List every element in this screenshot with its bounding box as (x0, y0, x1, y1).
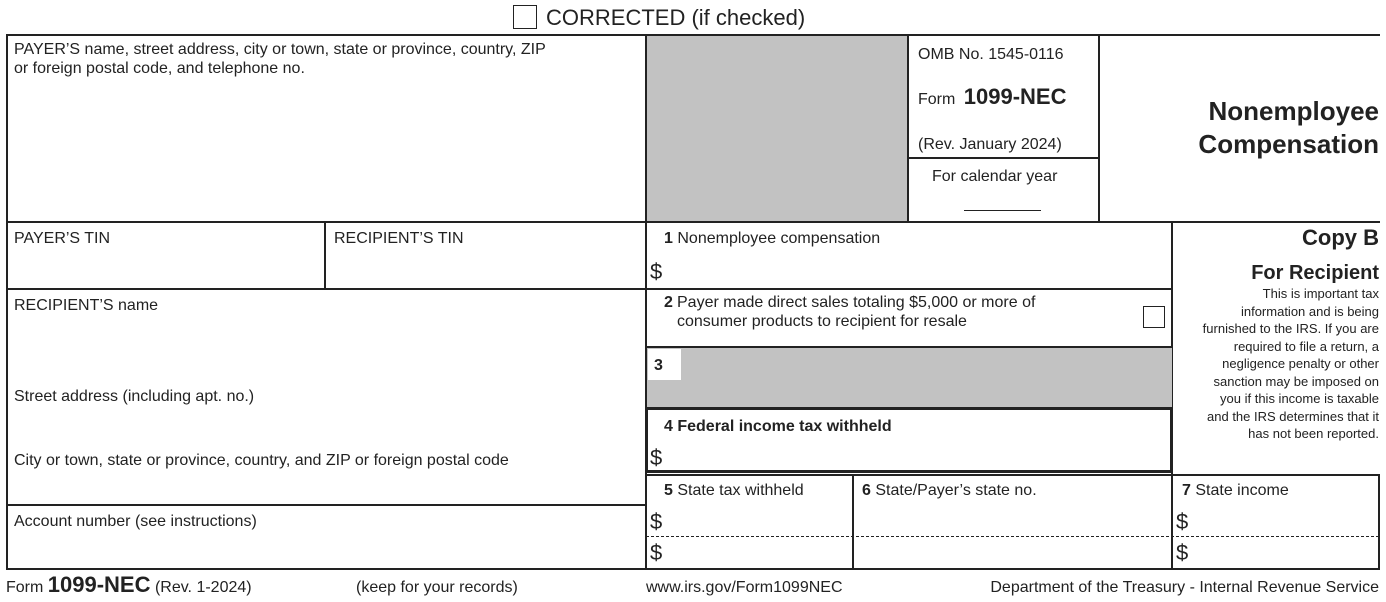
payer-tin-label: PAYER’S TIN (14, 230, 111, 247)
account-number-label: Account number (see instructions) (14, 513, 257, 530)
calendar-year-label: For calendar year (932, 168, 1058, 185)
col-divider-omb-right (1098, 34, 1100, 222)
corrected-label: CORRECTED (if checked) (546, 5, 806, 30)
payer-info-label: PAYER’S name, street address, city or town, state or province, country, ZIP or foreign postal code, and telephone no. (14, 41, 546, 77)
box1-label (664, 229, 880, 248)
row-divider-account (6, 504, 646, 506)
form-left-border (6, 34, 8, 569)
box5-dollar-row1[interactable]: $ (650, 509, 663, 534)
box7-number: 7 (1182, 482, 1191, 499)
box5-text: State tax withheld (677, 482, 804, 499)
footer-revision: (Rev. 1-2024) (154, 579, 252, 596)
box1-dollar[interactable]: $ (650, 259, 663, 284)
box6-number: 6 (862, 482, 871, 499)
footer-form-prefix: Form (6, 579, 44, 596)
form-right-border-lower (1378, 474, 1380, 569)
row-divider-tin (6, 221, 1380, 223)
box2-text: Payer made direct sales totaling $5,000 or more of consumer products to recipient for resale (677, 294, 1036, 330)
form-prefix: Form (918, 91, 956, 108)
footer-form-name: 1099-NEC (47, 572, 151, 597)
form-bottom-border (6, 568, 1380, 570)
box1-text: Nonemployee compensation (677, 230, 881, 247)
revision-date: (Rev. January 2024) (918, 136, 1062, 153)
box4-dollar[interactable]: $ (650, 445, 663, 470)
copy-subtitle: For Recipient (1251, 262, 1379, 284)
box6-text: State/Payer’s state no. (875, 482, 1037, 499)
box4-label: 4 Federal income tax withheld (664, 418, 892, 435)
row-divider-recipient (6, 288, 646, 290)
box7-label (1182, 481, 1289, 500)
omb-number: OMB No. 1545-0116 (918, 46, 1064, 63)
copy-title: Copy B (1302, 225, 1379, 250)
state-row-divider (646, 536, 1379, 537)
box5-dollar-row2[interactable]: $ (650, 540, 663, 565)
col-divider-omb (907, 34, 909, 222)
calendar-year-field[interactable] (964, 210, 1041, 211)
box3-number: 3 (654, 357, 663, 374)
box7-dollar-row2[interactable]: $ (1176, 540, 1189, 565)
box7-dollar-row1[interactable]: $ (1176, 509, 1189, 534)
corrected-checkbox[interactable] (513, 5, 537, 29)
footer-keep-note: (keep for your records) (356, 579, 518, 596)
row-divider-box2 (645, 288, 1172, 290)
box2-checkbox[interactable] (1143, 306, 1165, 328)
footer-url[interactable]: www.irs.gov/Form1099NEC (646, 579, 843, 596)
calendar-divider (907, 157, 1099, 159)
footer-department: Department of the Treasury - Internal Revenue Service (990, 579, 1379, 596)
shaded-area-top (647, 36, 907, 221)
box5-label (664, 481, 804, 500)
form-id-header (918, 84, 1067, 110)
box5-number: 5 (664, 482, 673, 499)
box7-text: State income (1195, 482, 1289, 499)
recipient-street-label: Street address (including apt. no.) (14, 388, 255, 405)
form-title-line1: Nonemployee (1208, 96, 1379, 126)
footer-form-id (6, 572, 252, 598)
shaded-box3 (647, 348, 1172, 407)
box6-label (862, 481, 1037, 500)
box2-number: 2 (664, 294, 673, 311)
recipient-city-label: City or town, state or province, country, and ZIP or foreign postal code (14, 452, 509, 469)
box1-number: 1 (664, 230, 673, 247)
form-name: 1099-NEC (963, 84, 1067, 109)
form-title-line2: Compensation (1198, 129, 1379, 159)
box3-number-bg (648, 349, 681, 380)
col-divider-box6 (852, 474, 854, 569)
recipient-name-label: RECIPIENT’S name (14, 297, 159, 314)
col-divider-tin (324, 221, 326, 289)
row-divider-box5 (645, 474, 1380, 476)
copy-notice-text: This is important tax information and is being furnished to the IRS. If you are required to file a return, a negligence penalty or other sanction may be imposed on you if this income is taxable and the IRS determines that it has not been reported. (1202, 286, 1379, 441)
recipient-tin-label: RECIPIENT’S TIN (334, 230, 464, 247)
